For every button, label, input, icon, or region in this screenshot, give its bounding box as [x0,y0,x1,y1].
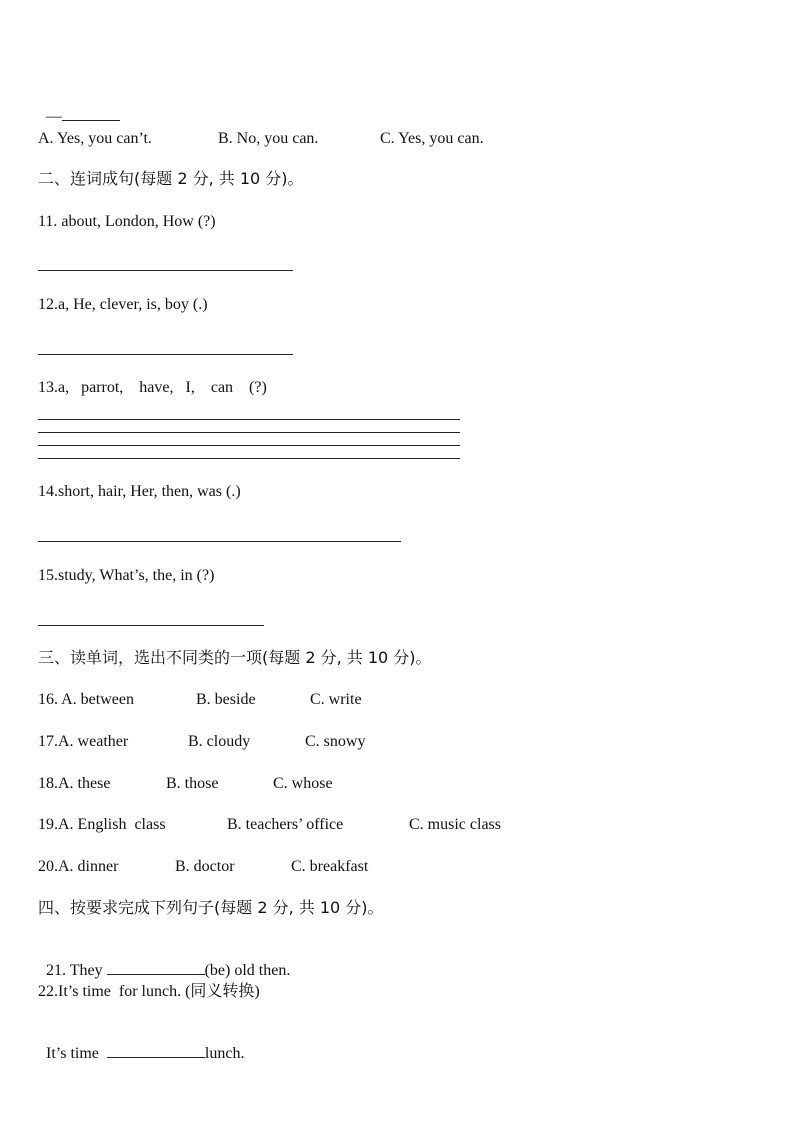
q20-option-a: 20.A. dinner [38,858,119,875]
q21-sentence [38,940,290,981]
q18-option-b: B. those [166,775,219,792]
q13-prompt: 13.a, parrot, have, I, can (?) [38,379,267,396]
q17-option-c: C. snowy [305,733,366,750]
q11-prompt: 11. about, London, How (?) [38,213,216,230]
q21-suffix: (be) old then. [204,962,291,979]
q20-option-c: C. breakfast [291,858,369,875]
dash-mark: — [46,108,62,125]
q22-rewrite-sentence [38,1023,244,1064]
q17-option-a: 17.A. weather [38,733,129,750]
q17-option-b: B. cloudy [188,733,251,750]
section2-title: 二、连词成句(每题 2 分, 共 10 分)。 [38,169,304,188]
q19-option-c: C. music class [409,816,501,833]
answer-blank[interactable] [62,106,120,121]
q10-option-b: B. No, you can. [218,130,319,147]
q18-option-c: C. whose [273,775,333,792]
q13-answer-line-1[interactable] [38,419,460,420]
q15-prompt: 15.study, What’s, the, in (?) [38,567,215,584]
q13-answer-line-3[interactable] [38,445,460,446]
q18-option-a: 18.A. these [38,775,111,792]
q19-option-a: 19.A. English class [38,816,166,833]
q10-option-a: A. Yes, you can’t. [38,130,152,147]
q22-rewrite-suffix: lunch. [204,1045,245,1062]
q14-prompt: 14.short, hair, Her, then, was (.) [38,483,241,500]
q22-prompt: 22.It’s time for lunch. (同义转换) [38,983,260,1000]
q19-option-b: B. teachers’ office [227,816,344,833]
q15-answer-line[interactable] [38,625,264,626]
q10-option-c: C. Yes, you can. [380,130,484,147]
q11-answer-line[interactable] [38,270,293,271]
q16-option-b: B. beside [196,691,256,708]
q20-option-b: B. doctor [175,858,235,875]
q12-answer-line[interactable] [38,354,293,355]
q21-answer-blank[interactable] [107,960,205,975]
q13-answer-line-2[interactable] [38,432,460,433]
q16-option-a: 16. A. between [38,691,134,708]
q12-prompt: 12.a, He, clever, is, boy (.) [38,296,208,313]
q16-option-c: C. write [310,691,362,708]
answer-dash-line [38,86,120,127]
q14-answer-line[interactable] [38,541,401,542]
q22-answer-blank[interactable] [107,1043,205,1058]
section3-title: 三、读单词，选出不同类的一项(每题 2 分, 共 10 分)。 [38,648,432,667]
q21-prefix: 21. They [46,962,107,979]
q13-answer-line-4[interactable] [38,458,460,459]
section4-title: 四、按要求完成下列句子(每题 2 分, 共 10 分)。 [38,898,384,917]
q22-rewrite-prefix: It’s time [46,1045,107,1062]
